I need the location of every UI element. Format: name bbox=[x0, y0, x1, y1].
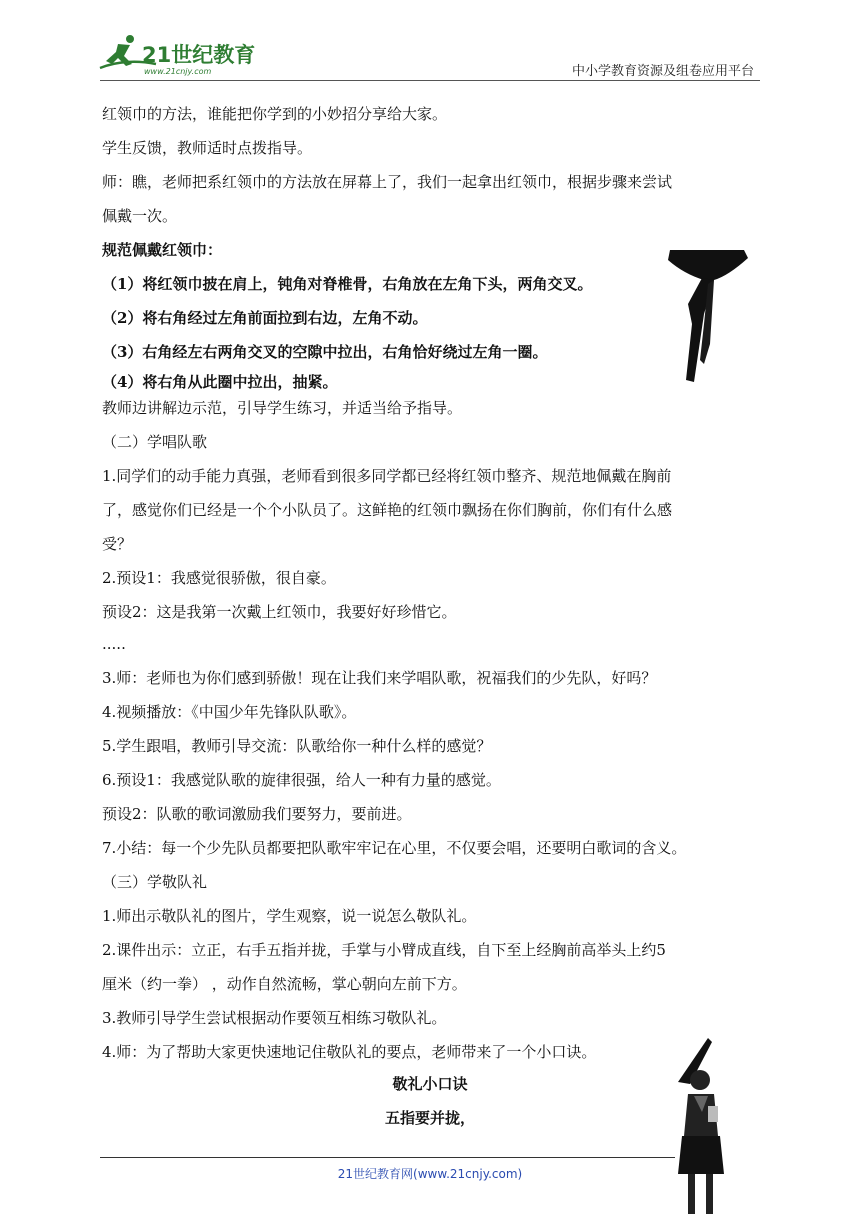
red-scarf-illustration bbox=[664, 244, 750, 384]
paragraph-line: 3.师：老师也为你们感到骄傲！现在让我们来学唱队歌，祝福我们的少先队，好吗？ bbox=[102, 669, 657, 687]
step-item: （2）将右角经过左角前面拉到右边，左角不动。 bbox=[102, 309, 428, 327]
step-item: （1）将红领巾披在肩上，钝角对脊椎骨，右角放在左角下头，两角交叉。 bbox=[102, 275, 593, 293]
paragraph-line: 预设2：队歌的歌词激励我们要努力，要前进。 bbox=[102, 805, 412, 823]
paragraph-line: 佩戴一次。 bbox=[102, 207, 178, 225]
rhyme-title: 敬礼小口诀 bbox=[392, 1075, 468, 1093]
header-divider bbox=[100, 80, 760, 81]
paragraph-line: 厘米（约一拳） ，动作自然流畅，掌心朝向左前下方。 bbox=[102, 975, 467, 993]
paragraph-line: 4.师：为了帮助大家更快速地记住敬队礼的要点，老师带来了一个小口诀。 bbox=[102, 1043, 597, 1061]
section-heading: 规范佩戴红领巾： bbox=[102, 241, 223, 259]
salute-student-illustration bbox=[668, 1036, 736, 1216]
paragraph-line: 1.同学们的动手能力真强，老师看到很多同学都已经将红领巾整齐、规范地佩戴在胸前 bbox=[102, 467, 672, 485]
paragraph-line: 2.预设1：我感觉很骄傲，很自豪。 bbox=[102, 569, 336, 587]
ellipsis-line: ..... bbox=[102, 635, 126, 653]
paragraph-line: 学生反馈，教师适时点拨指导。 bbox=[102, 139, 313, 157]
paragraph-line: 3.教师引导学生尝试根据动作要领互相练习敬队礼。 bbox=[102, 1009, 447, 1027]
paragraph-line: 教师边讲解边示范，引导学生练习，并适当给予指导。 bbox=[102, 399, 463, 417]
paragraph-line: 5.学生跟唱，教师引导交流：队歌给你一种什么样的感觉？ bbox=[102, 737, 492, 755]
paragraph-line: 师：瞧，老师把系红领巾的方法放在屏幕上了，我们一起拿出红领巾，根据步骤来尝试 bbox=[102, 173, 673, 191]
paragraph-line: 2.课件出示：立正，右手五指并拢，手掌与小臂成直线，自下至上经胸前高举头上约5 bbox=[102, 941, 666, 959]
step-item: （3）右角经左右两角交叉的空隙中拉出，右角恰好绕过左角一圈。 bbox=[102, 343, 548, 361]
footer-divider bbox=[100, 1157, 675, 1158]
paragraph-line: 1.师出示敬队礼的图片，学生观察，说一说怎么敬队礼。 bbox=[102, 907, 477, 925]
paragraph-line: 受？ bbox=[102, 535, 133, 553]
rhyme-line: 五指要并拢， bbox=[384, 1109, 475, 1127]
platform-name: 中小学教育资源及组卷应用平台 bbox=[571, 64, 754, 79]
paragraph-line: 7.小结：每一个少先队员都要把队歌牢牢记在心里，不仅要会唱，还要明白歌词的含义。 bbox=[102, 839, 687, 857]
paragraph-line: 红领巾的方法，谁能把你学到的小妙招分享给大家。 bbox=[102, 105, 448, 123]
logo-text: 21世纪教育 bbox=[142, 43, 256, 67]
paragraph-line: 了，感觉你们已经是一个个小队员了。这鲜艳的红领巾飘扬在你们胸前，你们有什么感 bbox=[102, 501, 673, 519]
paragraph-line: 6.预设1：我感觉队歌的旋律很强，给人一种有力量的感觉。 bbox=[102, 771, 501, 789]
site-logo bbox=[96, 30, 266, 80]
step-item: （4）将右角从此圈中拉出，抽紧。 bbox=[102, 373, 338, 391]
section-heading: （二）学唱队歌 bbox=[102, 433, 208, 451]
paragraph-line: 4.视频播放：《中国少年先锋队队歌》。 bbox=[102, 703, 357, 721]
paragraph-line: 预设2：这是我第一次戴上红领巾，我要好好珍惜它。 bbox=[102, 603, 457, 621]
section-heading: （三）学敬队礼 bbox=[102, 873, 208, 891]
logo-url: www.21cnjy.com bbox=[144, 67, 212, 76]
footer-link[interactable]: 21世纪教育网(www.21cnjy.com) bbox=[337, 1167, 523, 1181]
